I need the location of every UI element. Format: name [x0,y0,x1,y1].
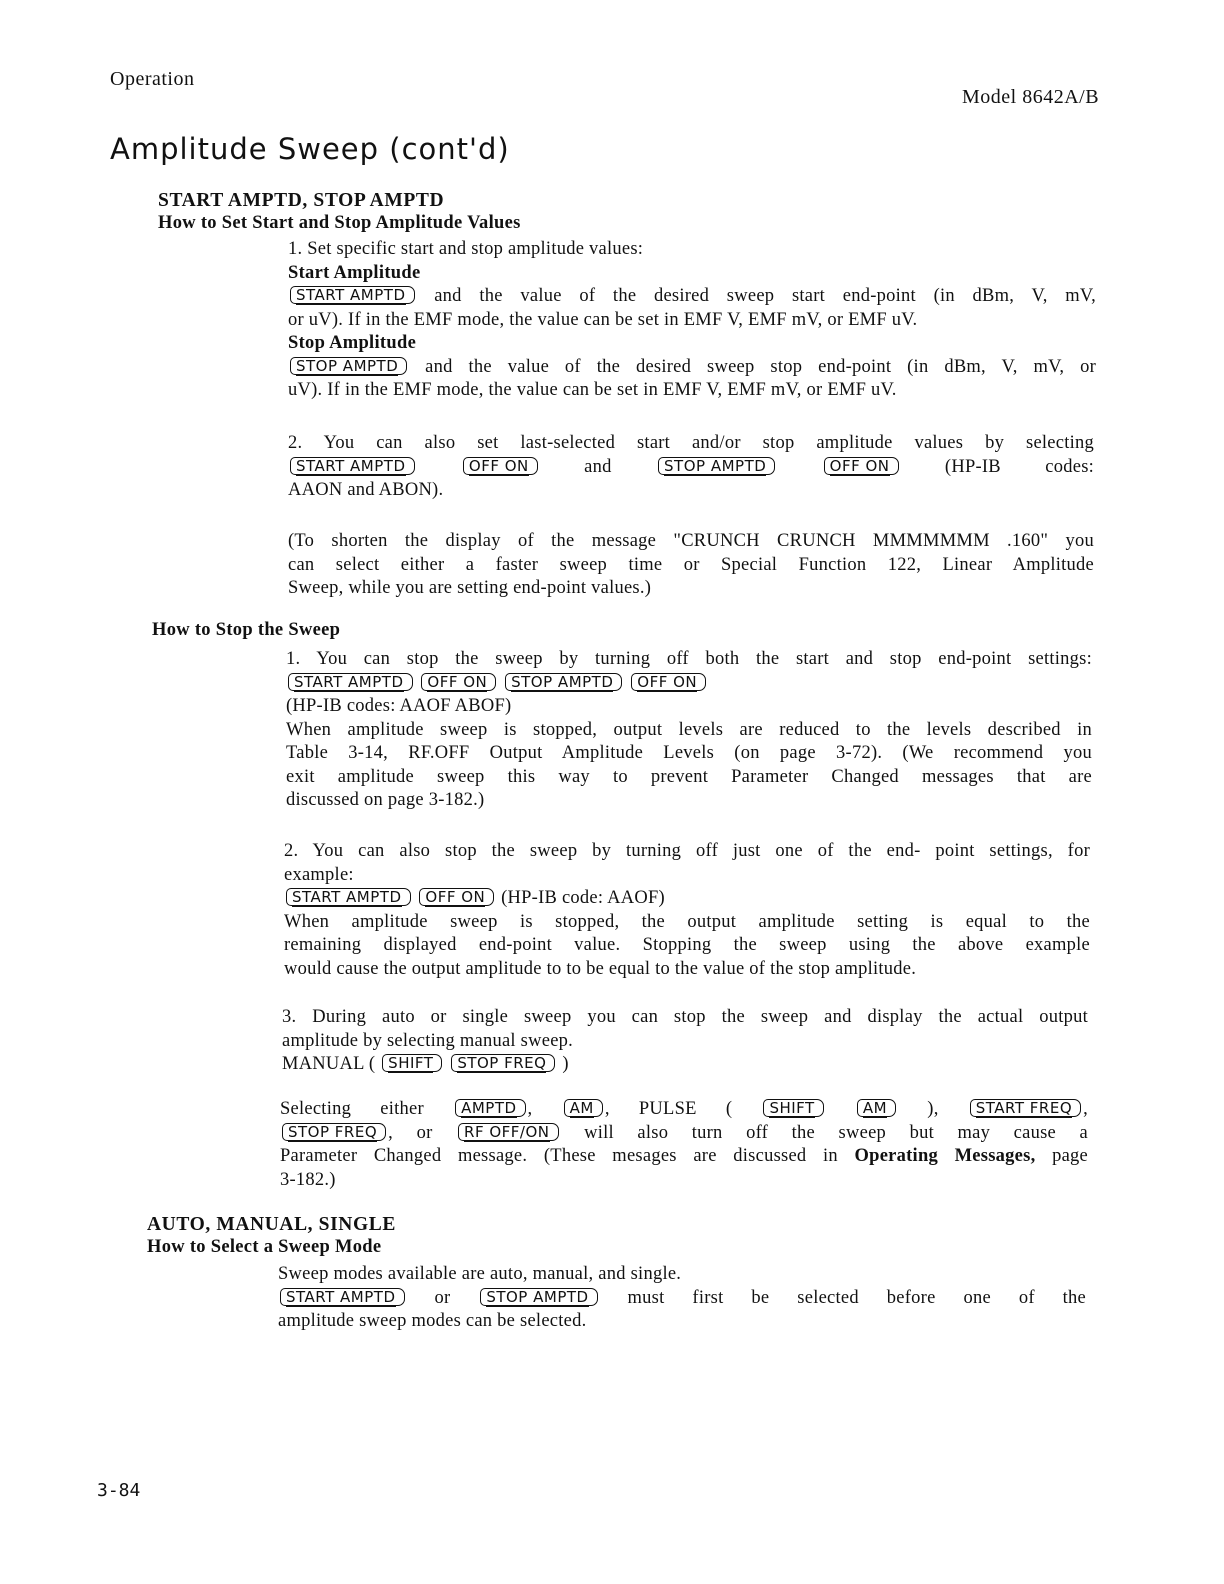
s1-item2-line1: 2. You can also set last-selected start and/or stop amplitude values by selecting [288,433,1094,453]
s3-p2-line2: amplitude sweep modes can be selected. [278,1311,587,1331]
stop-amptd-key: STOP AMPTD [658,457,775,475]
page-title: Amplitude Sweep (cont'd) [110,132,510,166]
stop-amplitude-text-line2: uV). If in the EMF mode, the value can be set in EMF V, EMF mV, or EMF uV. [288,380,897,400]
s1-item2-keys-line: START AMPTD OFF ON and STOP AMPTD OFF ON (HP-IB codes: [288,456,1094,480]
operating-messages-ref: Operating Messages, [854,1146,1036,1166]
s2-item1-p-line2: Table 3-14, RF.OFF Output Amplitude Levels (on page 3-72). (We recommend you [286,743,1092,763]
stop-freq-key: STOP FREQ [282,1123,386,1141]
section-heading-modes: AUTO, MANUAL, SINGLE [147,1214,396,1235]
s2-item1-block [286,648,1092,813]
subheading-sweep-mode: How to Select a Sweep Mode [147,1237,382,1257]
s2-item2-p-line1: When amplitude sweep is stopped, the output amplitude setting is equal to the [284,911,1090,932]
start-amplitude-text-line: START AMPTD and the value of the desired sweep start end-point (in dBm, V, mV, [288,285,1096,309]
s2-selecting-line3: Parameter Changed message. (These mesages are discussed in Operating Messages, page [280,1146,1088,1166]
am-key: AM [857,1099,896,1117]
off-on-key: OFF ON [419,888,494,906]
s2-item2-keys-line: START AMPTD OFF ON (HP-IB code: AAOF) [284,887,1090,911]
s2-item1-p-line4: discussed on page 3-182.) [286,790,485,810]
s3-p1: Sweep modes available are auto, manual, and single. [278,1264,682,1284]
s2-selecting-line4: 3-182.) [280,1169,336,1190]
s1-item1: 1. Set specific start and stop amplitude values: [288,239,644,259]
s2-selecting-line2: STOP FREQ , or RF OFF/ON will also turn off the sweep but may cause a [280,1122,1088,1146]
stop-amptd-key: STOP AMPTD [290,357,407,375]
s2-item1-keys-line [286,672,1092,696]
stop-amptd-key: STOP AMPTD [505,673,622,691]
start-amptd-key: START AMPTD [286,888,411,906]
am-key: AM [564,1099,603,1117]
stop-freq-key: STOP FREQ [451,1054,555,1072]
shift-key: SHIFT [763,1099,823,1117]
s2-item3-block [282,1006,1088,1077]
shift-key: SHIFT [382,1054,442,1072]
s2-item2-line1: 2. You can also stop the sweep by turning off just one of the end- point settings, for [284,841,1090,861]
off-on-key: OFF ON [631,673,706,691]
rf-off-on-key: RF OFF/ON [458,1123,558,1141]
start-amplitude-text-line2: or uV). If in the EMF mode, the value can be set in EMF V, EMF mV, or EMF uV. [288,309,918,330]
s3-p2-line1: START AMPTD or STOP AMPTD must first be selected before one of the [278,1287,1086,1311]
start-amptd-key: START AMPTD [290,286,415,304]
s1-note-line1: (To shorten the display of the message "CRUNCH CRUNCH MMMMMMM .160" you [288,531,1094,551]
subheading-stop-sweep: How to Stop the Sweep [152,620,341,640]
s1-item2-line3: AAON and ABON). [288,480,444,500]
s2-manual-line: MANUAL ( SHIFT STOP FREQ ) [282,1054,569,1074]
s1-block [288,238,1096,403]
s2-item3-line2: amplitude by selecting manual sweep. [282,1030,574,1051]
start-amptd-key: START AMPTD [280,1288,405,1306]
start-freq-key: START FREQ [970,1099,1081,1117]
stop-amptd-key: STOP AMPTD [480,1288,597,1306]
running-header-model: Model 8642A/B [962,86,1100,108]
page-number: 3-84 [97,1480,141,1501]
section-heading-start-stop: START AMPTD, STOP AMPTD [158,190,445,211]
s2-selecting-block [280,1098,1088,1192]
stop-amplitude-text-line: STOP AMPTD and the value of the desired sweep stop end-point (in dBm, V, mV, or [288,356,1096,380]
amptd-key: AMPTD [455,1099,525,1117]
s2-item2-block [284,840,1090,981]
s2-item2-p-line3: would cause the output amplitude to to be equal to the value of the stop amplitude. [284,958,917,979]
s2-item3-line1: 3. During auto or single sweep you can stop the sweep and display the actual output [282,1007,1088,1027]
s1-item2-block [288,432,1094,503]
s1-note-line2: can select either a faster sweep time or Special Function 122, Linear Amplitude [288,554,1094,575]
s2-item2-line2: example: [284,864,354,885]
off-on-key: OFF ON [421,673,496,691]
s2-selecting-line1: Selecting either AMPTD , AM , PULSE ( SHIFT AM ), START FREQ , [280,1099,1089,1119]
stop-amplitude-label: Stop Amplitude [288,333,417,353]
off-on-key: OFF ON [824,457,899,475]
s2-item2-p-line2: remaining displayed end-point value. Stopping the sweep using the above example [284,935,1090,955]
s3-block [278,1263,1086,1334]
s2-item1-p-line1: When amplitude sweep is stopped, output levels are reduced to the levels described in [286,719,1092,740]
s2-item1-line1: 1. You can stop the sweep by turning off both the start and stop end-point settings: [286,649,1092,669]
running-header-section: Operation [110,68,195,90]
s2-item1-p-line3: exit amplitude sweep this way to prevent Parameter Changed messages that are [286,766,1092,787]
s1-note-block [288,530,1094,601]
s1-note-line3: Sweep, while you are setting end-point values.) [288,578,652,598]
subheading-set-values: How to Set Start and Stop Amplitude Values [158,213,521,233]
off-on-key: OFF ON [463,457,538,475]
start-amplitude-label: Start Amplitude [288,262,421,283]
s2-item1-codes: (HP-IB codes: AAOF ABOF) [286,696,512,716]
start-amptd-key: START AMPTD [288,673,413,691]
start-amptd-key: START AMPTD [290,457,415,475]
